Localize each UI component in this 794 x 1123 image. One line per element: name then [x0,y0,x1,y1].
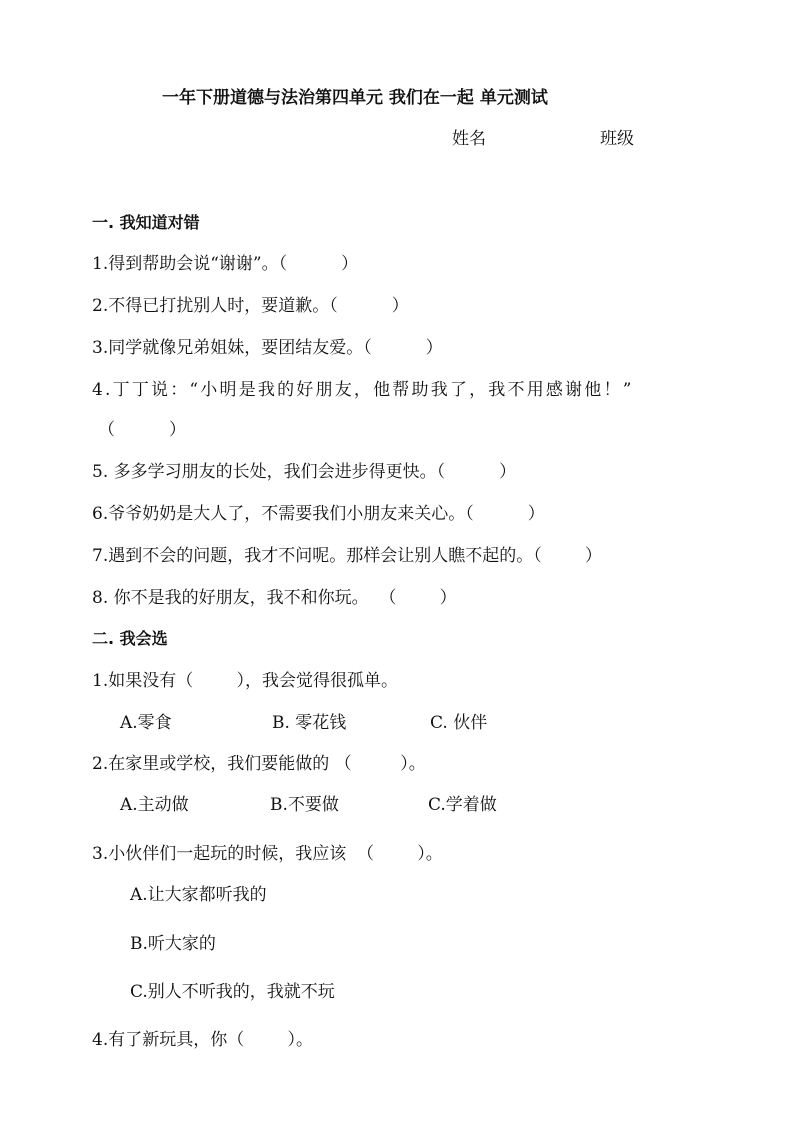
section1-heading: 一. 我知道对错 [92,213,200,232]
true-false-item-5: 5. 多多学习朋友的长处，我们会进步得更快。（ ） [92,462,517,482]
choice-q2-stem: 2.在家里或学校，我们要能做的 （ ）。 [92,754,426,774]
choice-q1-option-b: B. 零花钱 [272,713,347,733]
class-label: 班级 [600,129,634,149]
true-false-item-4: 4.丁丁说：“小明是我的好朋友，他帮助我了，我不用感谢他！” [92,380,634,400]
page-title: 一年下册道德与法治第四单元 我们在一起 单元测试 [162,88,548,108]
true-false-item-4-blank: （ ） [98,420,187,440]
true-false-item-2: 2.不得已打扰别人时，要道歉。（ ） [92,296,409,316]
choice-q3-option-a: A.让大家都听我的 [130,885,267,905]
choice-q2-option-a: A.主动做 [120,795,189,815]
choice-q4-stem: 4.有了新玩具，你（ ）。 [92,1030,313,1050]
true-false-item-7: 7.遇到不会的问题，我才不问呢。那样会让别人瞧不起的。（ ） [92,546,602,566]
choice-q3-option-c: C.别人不听我的，我就不玩 [130,982,335,1002]
true-false-item-6: 6.爷爷奶奶是大人了，不需要我们小朋友来关心。（ ） [92,504,545,524]
choice-q3-stem: 3.小伙伴们一起玩的时候，我应该 （ ）。 [92,844,443,864]
choice-q1-option-c: C. 伙伴 [430,713,488,733]
true-false-item-1: 1.得到帮助会说“谢谢”。（ ） [92,254,359,274]
section2-heading: 二. 我会选 [92,629,168,648]
choice-q2-option-b: B.不要做 [270,795,339,815]
true-false-item-8: 8. 你不是我的好朋友，我不和你玩。 （ ） [92,588,457,608]
name-label: 姓名 [452,129,486,149]
true-false-item-3: 3.同学就像兄弟姐妹，要团结友爱。（ ） [92,338,443,358]
choice-q3-option-b: B.听大家的 [130,934,216,954]
choice-q2-option-c: C.学着做 [428,795,497,815]
choice-q1-option-a: A.零食 [120,713,172,733]
choice-q1-stem: 1.如果没有（ ），我会觉得很孤单。 [92,671,398,691]
